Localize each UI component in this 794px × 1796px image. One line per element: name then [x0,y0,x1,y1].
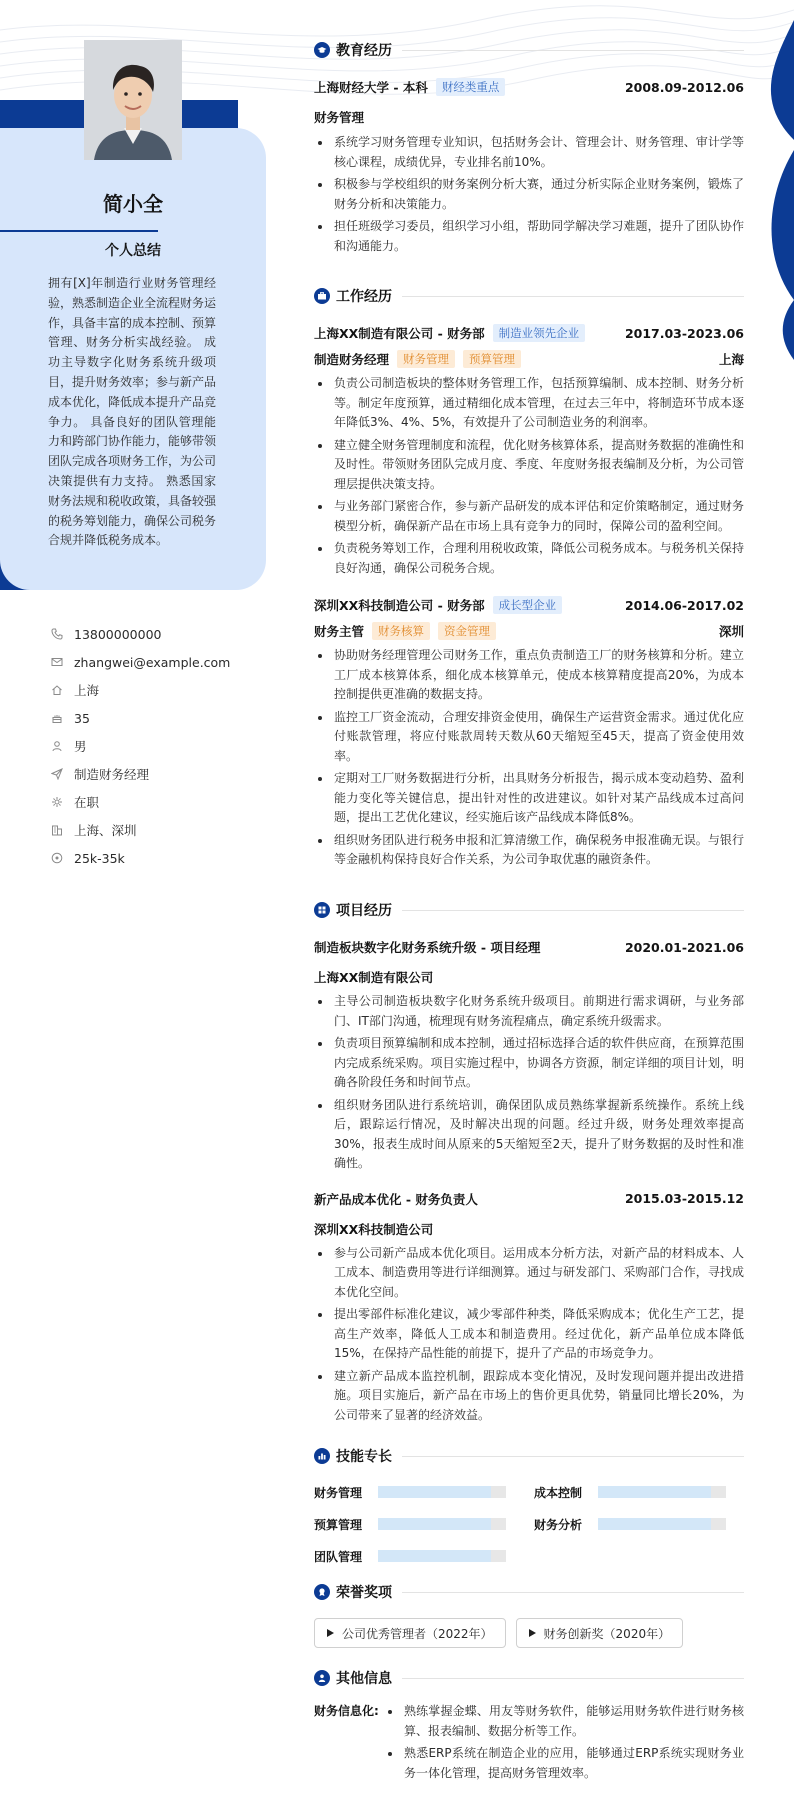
skill-item [314,1482,534,1502]
skill-bar [378,1550,506,1562]
project-date: 2020.01-2021.06 [624,939,744,955]
contact-status [50,788,250,816]
awards-title: 荣誉奖项 [336,1585,392,1601]
list-item: 建立新产品成本监控机制，跟踪成本变化情况，及时发现问题并提出改进措施。项目实施后，新产品在市场上的售价更具优势，销量同比增长20%，为公司带来了显著的经济效益。 [314,1367,744,1426]
contact-preferred-cities [50,816,250,844]
building-icon [50,823,64,837]
job-date: 2014.06-2017.02 [624,597,744,613]
list-item: 担任班级学习委员，组织学习小组，帮助同学解决学习难题，提升了团队协作和沟通能力。 [314,217,744,256]
list-item: 积极参与学校组织的财务案例分析大赛，通过分析实际企业财务案例，锻炼了财务分析和决策能力。 [314,175,744,214]
job-role: 财务主管 [314,624,365,639]
education-section [314,38,744,256]
list-item: 建立健全财务管理制度和流程，优化财务核算体系，提高财务数据的准确性和及时性。带领财务团队完成月度、季度、年度财务报表编制及分析，为公司管理层提供决策支持。 [314,436,744,495]
work-header [314,284,744,308]
salary-icon [50,851,64,865]
skill-label: 预算管理 [314,1517,363,1532]
contact-gender [50,732,250,760]
triangle-icon [327,1629,334,1637]
contact-salary-value: 25k-35k [74,850,125,866]
list-item: 负责项目预算编制和成本控制，通过招标选择合适的软件供应商，在预算范围内完成系统采购。项目实施过程中，协调各方资源，制定详细的项目计划，明确各阶段任务和时间节点。 [314,1034,744,1093]
awards-header [314,1580,744,1604]
skill-item [534,1514,744,1534]
award-label: 公司优秀管理者（2022年） [342,1626,493,1641]
contact-preferred-cities-value: 上海、深圳 [74,823,137,838]
skill-bar [378,1518,506,1530]
project-company: 深圳XX科技制造公司 [314,1221,434,1237]
job-date: 2017.03-2023.06 [624,325,744,341]
job-company: 深圳XX科技制造公司 - 财务部 [314,598,485,613]
work-section [314,284,744,870]
avatar [84,40,182,160]
job-entry-1 [314,324,744,578]
skill-tag: 财务核算 [372,622,430,640]
list-item: 协助财务经理管理公司财务工作，重点负责制造工厂的财务核算和分析。建立工厂成本核算体系，细化成本核算单元，使成本核算精度提高20%，为成本控制提供更准确的数据支持。 [314,646,744,705]
section-divider [402,910,744,911]
mail-icon [50,655,64,669]
skill-tag: 财务管理 [397,350,455,368]
skill-item [534,1482,744,1502]
awards-section [314,1580,744,1648]
other-section [314,1666,744,1783]
award-item [516,1618,684,1648]
list-item: 熟练掌握金蝶、用友等财务软件，能够运用财务软件进行财务核算、报表编制、数据分析等工作。 [384,1702,744,1741]
contact-salary [50,844,250,872]
skill-label: 财务管理 [314,1485,363,1500]
project-bullets [314,1244,744,1426]
list-item: 主导公司制造板块数字化财务系统升级项目。前期进行需求调研，与业务部门、IT部门沟通，梳理现有财务流程痛点，确定系统升级需求。 [314,992,744,1031]
phone-icon [50,627,64,641]
project-company-row [314,1220,744,1238]
contact-gender-value: 男 [74,739,87,754]
awards-list [314,1618,744,1648]
section-divider [402,1592,744,1593]
contact-phone-value: 13800000000 [74,626,162,642]
contact-city [50,676,250,704]
cake-icon [50,711,64,725]
other-label: 财务信息化: [314,1704,379,1718]
skill-item [314,1514,534,1534]
medal-icon [314,1584,330,1600]
skill-bar-fill [378,1550,491,1562]
major: 财务管理 [314,110,365,125]
school-name: 上海财经大学 - 本科 [314,80,428,95]
contact-target-role [50,760,250,788]
list-item: 负责税务筹划工作，合理利用税收政策，降低公司税务成本。与税务机关保持良好沟通，确保公司税务合规。 [314,539,744,578]
skill-bar-fill [378,1518,491,1530]
project-entry-1 [314,938,744,1174]
job-location: 深圳 [718,624,744,639]
summary-title: 个人总结 [105,243,161,259]
skill-item [314,1546,534,1566]
list-item: 定期对工厂财务数据进行分析，出具财务分析报告，揭示成本变动趋势、盈利能力变化等关键信息，提出针对性的改进建议。如针对某产品线成本过高问题，提出工艺优化建议，经实施后该产品线成本降低8%。 [314,769,744,828]
project-bullets [314,992,744,1174]
person-icon [314,1670,330,1686]
list-item: 组织财务团队进行系统培训，确保团队成员熟练掌握新系统操作。系统上线后，跟踪运行情况，及时解决出现的问题。经过升级，财务处理效率提高30%，报表生成时间从原来的5天缩短至2天，提升了财务数据的及时性和准确性。 [314,1096,744,1174]
skill-bar [598,1518,726,1530]
job-role-row [314,350,744,368]
skills-grid [314,1482,744,1566]
skills-section [314,1444,744,1566]
briefcase-icon [314,288,330,304]
skills-header [314,1444,744,1468]
education-title: 教育经历 [336,43,392,59]
home-icon [50,683,64,697]
project-company: 上海XX制造有限公司 [314,970,434,985]
list-item: 与业务部门紧密合作，参与新产品研发的成本评估和定价策略制定，通过财务模型分析，确保新产品在市场上具有竞争力的同时，保障公司的盈利空间。 [314,497,744,536]
section-divider [402,50,744,51]
project-name: 制造板块数字化财务系统升级 - 项目经理 [314,940,541,955]
skill-bar [378,1486,506,1498]
list-item: 监控工厂资金流动，合理安排资金使用，确保生产运营资金需求。通过优化应付账款管理，将应付账款周转天数从60天缩短至45天，提高了资金使用效率。 [314,708,744,767]
section-divider [402,1678,744,1679]
skill-bar [598,1486,726,1498]
status-icon [50,795,64,809]
projects-header [314,898,744,922]
project-name: 新产品成本优化 - 财务负责人 [314,1191,478,1207]
list-item: 负责公司制造板块的整体财务管理工作，包括预算编制、成本控制、财务分析等。制定年度预算，通过精细化成本管理，在过去三年中，将制造环节成本逐年降低3%、4%、5%，有效提升了公司制造业务的利润率。 [314,374,744,433]
major-row [314,108,744,126]
project-entry-2 [314,1190,744,1426]
list-item: 组织财务团队进行税务申报和汇算清缴工作，确保税务申报准确无误。与银行等金融机构保持良好合作关系，为公司争取优惠的融资条件。 [314,831,744,870]
name-underline [0,230,158,232]
job-role-row [314,622,744,640]
skill-bar-fill [598,1518,711,1530]
education-date: 2008.09-2012.06 [624,79,744,95]
contact-list [50,620,250,872]
contact-city-value: 上海 [74,683,100,698]
projects-section [314,898,744,1425]
project-header-row [314,938,744,956]
contact-status-value: 在职 [74,795,100,810]
summary-text: 拥有[X]年制造行业财务管理经验，熟悉制造企业全流程财务运作，具备丰富的成本控制、预算管理、财务分析实战经验。 成功主导数字化财务系统升级项目，提升财务效率；参与新产品成本优化，降低成本提升产品竞争力。 具备良好的团队管理能力和跨部门协作能力，能够带领团队完成各项财务工作，为公司决策提供有力支持。 熟悉国家财务法规和税收政策，具备较强的税务筹划能力，确保公司税务合规并降低税务成本。 [48,276,217,548]
job-header-row [314,596,744,614]
section-divider [402,296,744,297]
list-item: 熟悉ERP系统在制造企业的应用，能够通过ERP系统实现财务业务一体化管理，提高财务管理效率。 [384,1744,744,1783]
skill-bar-fill [598,1486,711,1498]
education-row [314,78,744,96]
skill-tag: 资金管理 [438,622,496,640]
job-header-row [314,324,744,342]
job-bullets [314,374,744,578]
skill-label: 成本控制 [534,1485,583,1500]
other-bullets [384,1699,744,1783]
award-item [314,1618,506,1648]
company-tag: 制造业领先企业 [493,324,586,342]
job-role: 制造财务经理 [314,352,390,367]
school-tag: 财经类重点 [436,78,506,96]
contact-age-value: 35 [74,710,90,726]
skills-title: 技能专长 [336,1449,392,1465]
company-tag: 成长型企业 [493,596,563,614]
job-entry-2 [314,596,744,870]
education-bullets [314,133,744,256]
gender-icon [50,739,64,753]
contact-phone [50,620,250,648]
contact-age [50,704,250,732]
skill-label: 团队管理 [314,1549,363,1564]
list-item: 参与公司新产品成本优化项目。运用成本分析方法，对新产品的材料成本、人工成本、制造费用等进行详细测算。通过与研发部门、采购部门合作，寻找成本优化空间。 [314,1244,744,1303]
triangle-icon [529,1629,536,1637]
projects-title: 项目经历 [336,903,392,919]
work-title: 工作经历 [336,289,392,305]
project-date: 2015.03-2015.12 [624,1191,744,1206]
job-bullets [314,646,744,870]
education-header [314,38,744,62]
skill-bar-fill [378,1486,491,1498]
contact-email [50,648,250,676]
other-content [314,1702,744,1783]
bar-chart-icon [314,1448,330,1464]
job-location: 上海 [718,352,744,367]
contact-email-value: zhangwei@example.com [74,654,231,670]
contact-target-role-value: 制造财务经理 [74,767,150,782]
project-header-row [314,1190,744,1208]
grid-icon [314,902,330,918]
other-header [314,1666,744,1690]
graduation-cap-icon [314,42,330,58]
candidate-name: 简小全 [103,192,163,216]
list-item: 系统学习财务管理专业知识，包括财务会计、管理会计、财务管理、审计学等核心课程，成绩优异，专业排名前10%。 [314,133,744,172]
send-icon [50,767,64,781]
skill-label: 财务分析 [534,1517,583,1532]
job-company: 上海XX制造有限公司 - 财务部 [314,326,485,341]
project-company-row [314,968,744,986]
section-divider [402,1456,744,1457]
award-label: 财务创新奖（2020年） [543,1626,671,1641]
other-title: 其他信息 [336,1671,392,1687]
list-item: 提出零部件标准化建议，减少零部件种类，降低采购成本；优化生产工艺，提高生产效率，降低人工成本和制造费用。经过优化，新产品单位成本降低15%，在保持产品性能的前提下，提升了产品的市场竞争力。 [314,1305,744,1364]
skill-tag: 预算管理 [463,350,521,368]
